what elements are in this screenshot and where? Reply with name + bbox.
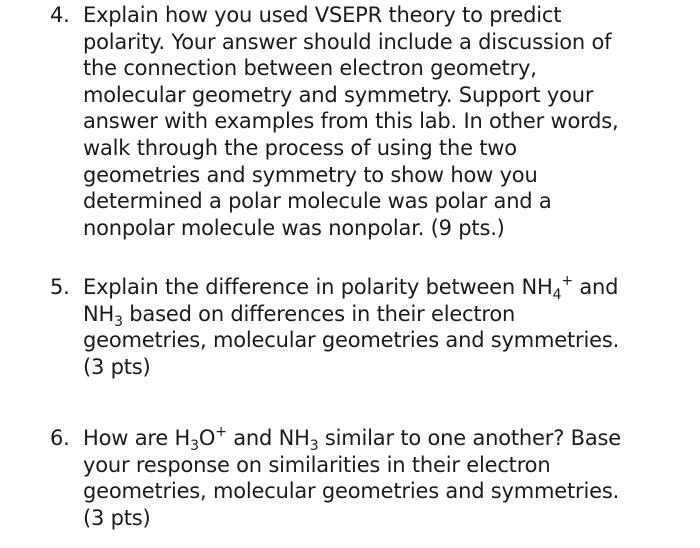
question-6-line (83, 425, 690, 452)
question-5-text-run: based on differences in their electron (122, 301, 516, 326)
question-6-text-run: and NH (226, 426, 310, 450)
question-5-line: (3 pts) (83, 354, 151, 379)
question-4-text (83, 2, 690, 241)
question-5-line: geometries, molecular geometries and symmetries. (83, 328, 620, 353)
question-5-text-run: NH (83, 301, 115, 326)
question-4-line: molecular geometry and symmetry. Support your (83, 82, 594, 107)
question-6-line: your response on similarities in their electron (83, 452, 551, 477)
subscript: 3 (190, 438, 199, 454)
subscript: 3 (114, 313, 123, 330)
question-4-line: the connection between electron geometry, (83, 56, 537, 81)
question-6-text-run: O (198, 426, 216, 450)
question-4-line: determined a polar molecule was polar and a (83, 189, 552, 214)
question-6-line: (3 pts) (83, 505, 151, 530)
question-4-number: 4. (50, 3, 70, 27)
subscript: 3 (309, 438, 319, 454)
question-4 (50, 2, 690, 241)
question-4-line: nonpolar molecule was nonpolar. (9 pts.) (83, 215, 505, 240)
question-6-text-run: similar to one another? Base (318, 426, 621, 450)
question-6-line: geometries, molecular geometries and symmetries. (83, 479, 620, 504)
question-4-line: geometries and symmetry to show how you (83, 162, 538, 187)
question-4-line: Explain how you used VSEPR theory to predict (83, 3, 562, 27)
question-5-text (83, 274, 690, 380)
question-4-line: polarity. Your answer should include a discussion of (83, 29, 612, 54)
superscript: + (561, 273, 573, 289)
question-5-text-run: Explain the difference in polarity between NH (83, 275, 553, 299)
superscript: + (215, 424, 227, 440)
question-4-line: answer with examples from this lab. In other words, (83, 109, 619, 134)
question-5 (50, 274, 690, 380)
question-6-number: 6. (50, 426, 70, 450)
question-5-line (83, 274, 690, 301)
question-6-text (83, 425, 690, 531)
question-6 (50, 425, 690, 531)
question-5-line (83, 301, 690, 328)
question-6-text-run: How are H (83, 426, 191, 450)
question-5-number: 5. (50, 275, 70, 299)
subscript: 4 (552, 287, 562, 303)
question-5-text-run: and (572, 275, 619, 299)
question-4-line: walk through the process of using the two (83, 135, 517, 160)
